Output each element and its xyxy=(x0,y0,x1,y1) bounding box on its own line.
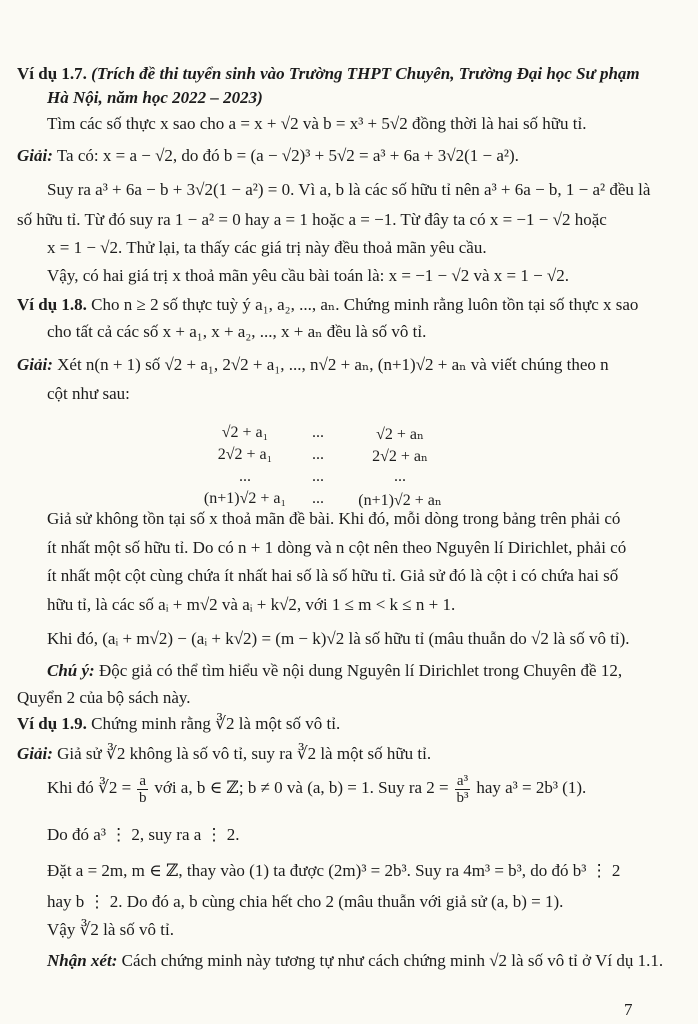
solution-line xyxy=(17,146,519,166)
solution-line xyxy=(47,768,586,808)
solution-line: Đặt a = 2m, m ∈ ℤ, thay vào (1) ta được (2m)³ = 2b³. Suy ra 4m³ = b³, do đó b³ ⋮ 2 xyxy=(47,861,621,880)
fraction xyxy=(137,773,148,806)
table-row xyxy=(205,446,455,468)
table-cell: (n+1)√2 + a₁ xyxy=(203,490,287,507)
example-source-cont: Hà Nội, năm học 2022 – 2023) xyxy=(47,88,263,107)
table-cell: ... xyxy=(312,490,324,507)
example-heading xyxy=(17,714,340,734)
solution-line: ít nhất một số hữu tỉ. Do có n + 1 dòng và n cột nên theo Nguyên lí Dirichlet, phải có xyxy=(47,538,627,557)
example-label: Ví dụ 1.9. xyxy=(17,714,87,733)
remark-line xyxy=(47,951,663,971)
example-heading xyxy=(17,64,640,84)
table-cell: ... xyxy=(312,424,324,441)
page-number: 7 xyxy=(624,1000,633,1019)
solution-label: Giải: xyxy=(17,355,53,374)
table-cell: 2√2 + aₙ xyxy=(372,448,428,465)
remark-label: Nhận xét: xyxy=(47,951,118,970)
solution-line: Vậy, có hai giá trị x thoả mãn yêu cầu bài toán là: x = −1 − √2 và x = 1 − √2. xyxy=(47,266,570,285)
table-cell: √2 + aₙ xyxy=(376,426,424,443)
table-row xyxy=(205,424,455,446)
solution-text: Ta có: x = a − √2, do đó b = (a − √2)³ + 5√2 = a³ + 6a + 3√2(1 − a²). xyxy=(56,146,519,165)
number-table xyxy=(205,424,455,512)
example-source: (Trích đề thi tuyển sinh vào Trường THPT Chuyên, Trường Đại học Sư phạm xyxy=(91,64,640,83)
solution-line: số hữu tỉ. Từ đó suy ra 1 − a² = 0 hay a = 1 hoặc a = −1. Từ đây ta có x = −1 − √2 hoặc xyxy=(17,210,607,229)
solution-line: hay b ⋮ 2. Do đó a, b cùng chia hết cho 2 (mâu thuẫn với giả sử (a, b) = 1). xyxy=(47,892,564,911)
solution-text: Xét n(n + 1) số √2 + a₁, 2√2 + a₁, ..., n√2 + aₙ, (n+1)√2 + aₙ và viết chúng theo n xyxy=(57,355,609,374)
solution-line: hữu tỉ, là các số aᵢ + m√2 và aᵢ + k√2, với 1 ≤ m < k ≤ n + 1. xyxy=(47,595,456,614)
solution-text: Giả sử ∛2 không là số vô tỉ, suy ra ∛2 là một số hữu tỉ. xyxy=(57,744,432,763)
table-cell: ... xyxy=(312,446,324,463)
example-label: Ví dụ 1.7. xyxy=(17,64,87,83)
table-cell: (n+1)√2 + aₙ xyxy=(358,492,442,509)
solution-line: x = 1 − √2. Thử lại, ta thấy các giá trị này đều thoả mãn yêu cầu. xyxy=(47,238,487,257)
table-cell: 2√2 + a₁ xyxy=(217,446,273,463)
solution-line: Giả sử không tồn tại số x thoả mãn đề bài. Khi đó, mỗi dòng trong bảng trên phải có xyxy=(47,509,621,528)
fraction-numerator: a xyxy=(139,772,147,789)
solution-line: Khi đó, (aᵢ + m√2) − (aᵢ + k√2) = (m − k)√2 là số hữu tỉ (mâu thuẫn do √2 là số vô tỉ). xyxy=(47,629,630,648)
note-line: Quyển 2 của bộ sách này. xyxy=(17,688,191,707)
solution-line: Do đó a³ ⋮ 2, suy ra a ⋮ 2. xyxy=(47,825,240,844)
solution-line: cột như sau: xyxy=(47,384,130,403)
table-cell: ... xyxy=(394,468,406,485)
table-row xyxy=(205,468,455,490)
problem-text: Chứng minh rằng ∛2 là một số vô tỉ. xyxy=(91,714,341,733)
problem-text: Tìm các số thực x sao cho a = x + √2 và b = x³ + 5√2 đồng thời là hai số hữu tỉ. xyxy=(47,114,587,133)
fraction-denominator: b xyxy=(139,789,147,806)
fraction-numerator: a³ xyxy=(456,772,469,789)
solution-line xyxy=(17,355,609,375)
solution-line: Suy ra a³ + 6a − b + 3√2(1 − a²) = 0. Vì a, b là các số hữu tỉ nên a³ + 6a − b, 1 − a² đều là xyxy=(47,180,651,199)
fraction xyxy=(455,773,470,806)
example-label: Ví dụ 1.8. xyxy=(17,295,87,314)
note-label: Chú ý: xyxy=(47,661,95,680)
solution-line xyxy=(17,744,431,764)
solution-line: ít nhất một cột cùng chứa ít nhất hai số là số hữu tỉ. Giả sử đó là cột i có chứa hai số xyxy=(47,566,619,585)
table-cell: √2 + a₁ xyxy=(221,424,269,441)
note-line xyxy=(47,661,622,681)
problem-text: Cho n ≥ 2 số thực tuỳ ý a₁, a₂, ..., aₙ. Chứng minh rằng luôn tồn tại số thực x sao xyxy=(91,295,639,314)
solution-text: hay a³ = 2b³ (1). xyxy=(476,778,587,797)
solution-text: Khi đó ∛2 = xyxy=(47,778,132,797)
fraction-denominator: b³ xyxy=(456,789,469,806)
solution-label: Giải: xyxy=(17,146,53,165)
table-cell: ... xyxy=(239,468,251,485)
solution-text: với a, b ∈ ℤ; b ≠ 0 và (a, b) = 1. Suy ra 2 = xyxy=(154,778,449,797)
problem-text: cho tất cả các số x + a₁, x + a₂, ..., x + aₙ đều là số vô tỉ. xyxy=(47,322,427,341)
remark-text: Cách chứng minh này tương tự như cách chứng minh √2 là số vô tỉ ở Ví dụ 1.1. xyxy=(121,951,664,970)
table-cell: ... xyxy=(312,468,324,485)
example-heading xyxy=(17,295,638,315)
solution-label: Giải: xyxy=(17,744,53,763)
solution-line: Vậy ∛2 là số vô tỉ. xyxy=(47,920,174,939)
note-text: Độc giả có thể tìm hiểu về nội dung Nguyên lí Dirichlet trong Chuyên đề 12, xyxy=(98,661,623,680)
